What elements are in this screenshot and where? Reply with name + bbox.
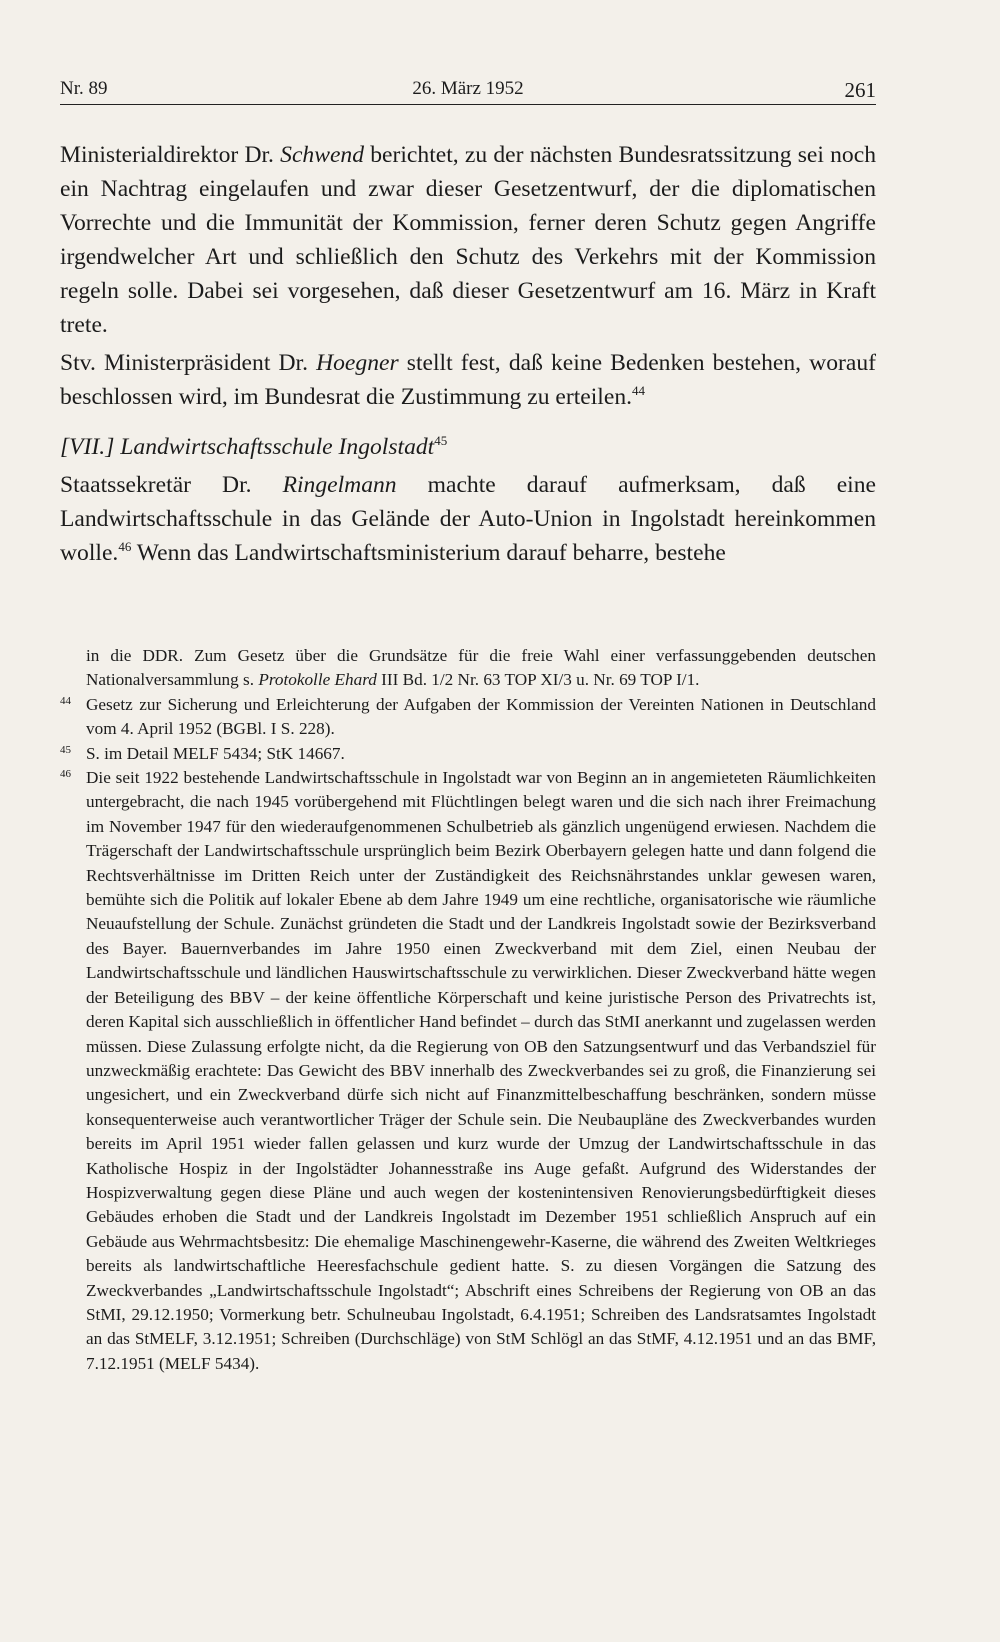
main-text [60, 138, 876, 570]
citation-title: Protokolle Ehard [258, 670, 377, 690]
footnote-text: Gesetz zur Sicherung und Erleichterung der Aufgaben der Kommission der Vereinten Nationen in Deutschland vom 4. April 1952 (BGBl. I S. 228). [86, 694, 876, 739]
section-title: Landwirtschaftsschule Ingolstadt [120, 434, 435, 460]
footnote-text: Die seit 1922 bestehende Landwirtschaftsschule in Ingolstadt war von Beginn an in angemieteten Räumlichkeiten untergebracht, die nach 1945 vorübergehend mit Flüchtlingen belegt waren und die sich nach ihrer Freimachung im November 1947 für den wiederaufgenommenen Schulbetrieb als gänzlich ungenügend erwiesen. Nachdem die Trägerschaft der Landwirtschaftsschule ursprünglich beim Bezirk Oberbayern gelegen hatte und dann folgend die Rechtsverhältnisse im Dritten Reich unter der Zuständigkeit des Reichsnährstandes unklar gewesen waren, bemühte sich die Politik auf lokaler Ebene ab dem Jahre 1949 um eine rechtliche, organisatorische wie räumliche Neuaufstellung der Schule. Zunächst gründeten die Stadt und der Landkreis Ingolstadt sowie der Bezirksverband des Bayer. Bauernverbandes im Jahre 1950 einen Zweckverband mit dem Ziel, einen Neubau der Landwirtschaftsschule und ländlichen Hauswirtschaftsschule zu verwirklichen. Dieser Zweckverband hätte wegen der Beteiligung des BBV – der keine öffentliche Körperschaft und keine juristische Person des Privatrechts ist, deren Kapital sich ausschließlich in öffentlicher Hand befindet – durch das StMI anerkannt und zugelassen werden müssen. Diese Zulassung erfolgte nicht, da die Regierung von OB den Satzungsentwurf und das Verbandsziel für unzweckmäßig erachtete: Das Gewicht des BBV innerhalb des Zweckverbandes sei zu groß, die Finanzierung sei ungesichert, und ein Zweckverband dürfe sich nicht auf Finanzmittelbeschaffung beschränken, sondern müsse konsequenterweise auch verantwortlicher Träger der Schule sein. Die Neubaupläne des Zweckverbandes wurden bereits im April 1951 wieder fallen gelassen und kurz wurde der Umzug der Landwirtschaftsschule in das Katholische Hospiz in der Ingolstädter Johannesstraße ins Auge gefaßt. Aufgrund des Widerstandes der Hospizverwaltung gegen diese Pläne und auch wegen der kostenintensiven Renovierungsbedürftigkeit dieses Gebäudes erhoben die Stadt und der Landkreis Ingolstadt im Dezember 1951 schließlich Anspruch auf ein Gebäude aus Wehrmachtsbesitz: Die ehemalige Maschinengewehr-Kaserne, die während des Zweiten Weltkrieges bereits als landwirtschaftliche Heeresfachschule gedient hatte. S. zu diesen Vorgängen die Satzung des Zweckverbandes „Landwirtschaftsschule Ingolstadt“; Abschrift eines Schreibens der Regierung von OB an das StMI, 29.12.1950; Vormerkung betr. Schulneubau Ingolstadt, 6.4.1951; Schreiben des Landsratsamtes Ingolstadt an das StMELF, 3.12.1951; Schreiben (Durchschläge) von StM Schlögl an das StMF, 4.12.1951 und an das BMF, 7.12.1951 (MELF 5434). [86, 768, 876, 1373]
footnote-46 [60, 766, 876, 1376]
footnote-number: 46 [60, 768, 71, 781]
speaker-name: Schwend [280, 142, 365, 168]
footnote-number: 45 [60, 743, 71, 756]
footnote-44 [60, 693, 876, 742]
footnote-45 [60, 742, 876, 766]
text-run: stellt fest, daß keine Bedenken bestehen, worauf beschlossen wird, im Bundesrat die Zustimmung zu erteilen. [60, 350, 876, 410]
footnotes [60, 644, 876, 1376]
text-run: Ministerialdirektor Dr. [60, 142, 281, 168]
paragraph-ringelmann [60, 468, 876, 570]
text-run: berichtet, zu der nächsten Bundesratssitzung sei noch ein Nachtrag eingelaufen und zwar dieser Gesetzentwurf, der die diplomatischen Vorrechte und die Immunität der Kommission, ferner deren Schutz gegen Angriffe irgendwelcher Art und schließlich den Schutz des Verkehrs mit der Kommission regeln solle. Dabei sei vorgesehen, daß dieser Gesetzentwurf am 16. März in Kraft trete. [60, 142, 876, 338]
footnote-ref: 44 [632, 383, 646, 399]
footnote-text: S. im Detail MELF 5434; StK 14667. [86, 743, 345, 763]
running-header [60, 78, 876, 105]
footnote-continuation [60, 644, 876, 693]
session-date: 26. März 1952 [412, 78, 524, 99]
speaker-name: Hoegner [316, 350, 399, 376]
footnote-number: 44 [60, 694, 71, 707]
footnote-ref: 45 [434, 433, 448, 449]
paragraph-schwend [60, 138, 876, 342]
speaker-name: Ringelmann [282, 472, 397, 498]
text-run: III Bd. 1/2 Nr. 63 TOP XI/3 u. Nr. 69 TOP I/1. [376, 670, 700, 690]
text-run: machte darauf aufmerksam, daß eine Landwirtschaftsschule in das Gelände der Auto-Union in Ingolstadt hereinkommen wolle. [60, 472, 877, 566]
section-heading [60, 430, 876, 464]
text-run: in die DDR. Zum Gesetz über die Grundsätze für die freie Wahl einer verfassunggebenden deutschen Nationalversammlung s. [86, 646, 876, 690]
text-run: Staatssekretär Dr. [60, 472, 283, 498]
protocol-number: Nr. 89 [60, 78, 108, 99]
section-number: [VII.] [60, 434, 121, 460]
text-run: Stv. Ministerpräsident Dr. [60, 350, 317, 376]
footnote-ref: 46 [118, 539, 132, 555]
paragraph-hoegner [60, 346, 876, 414]
page-number: 261 [844, 78, 876, 102]
text-run: Wenn das Landwirtschaftsministerium darauf beharre, bestehe [131, 540, 726, 566]
